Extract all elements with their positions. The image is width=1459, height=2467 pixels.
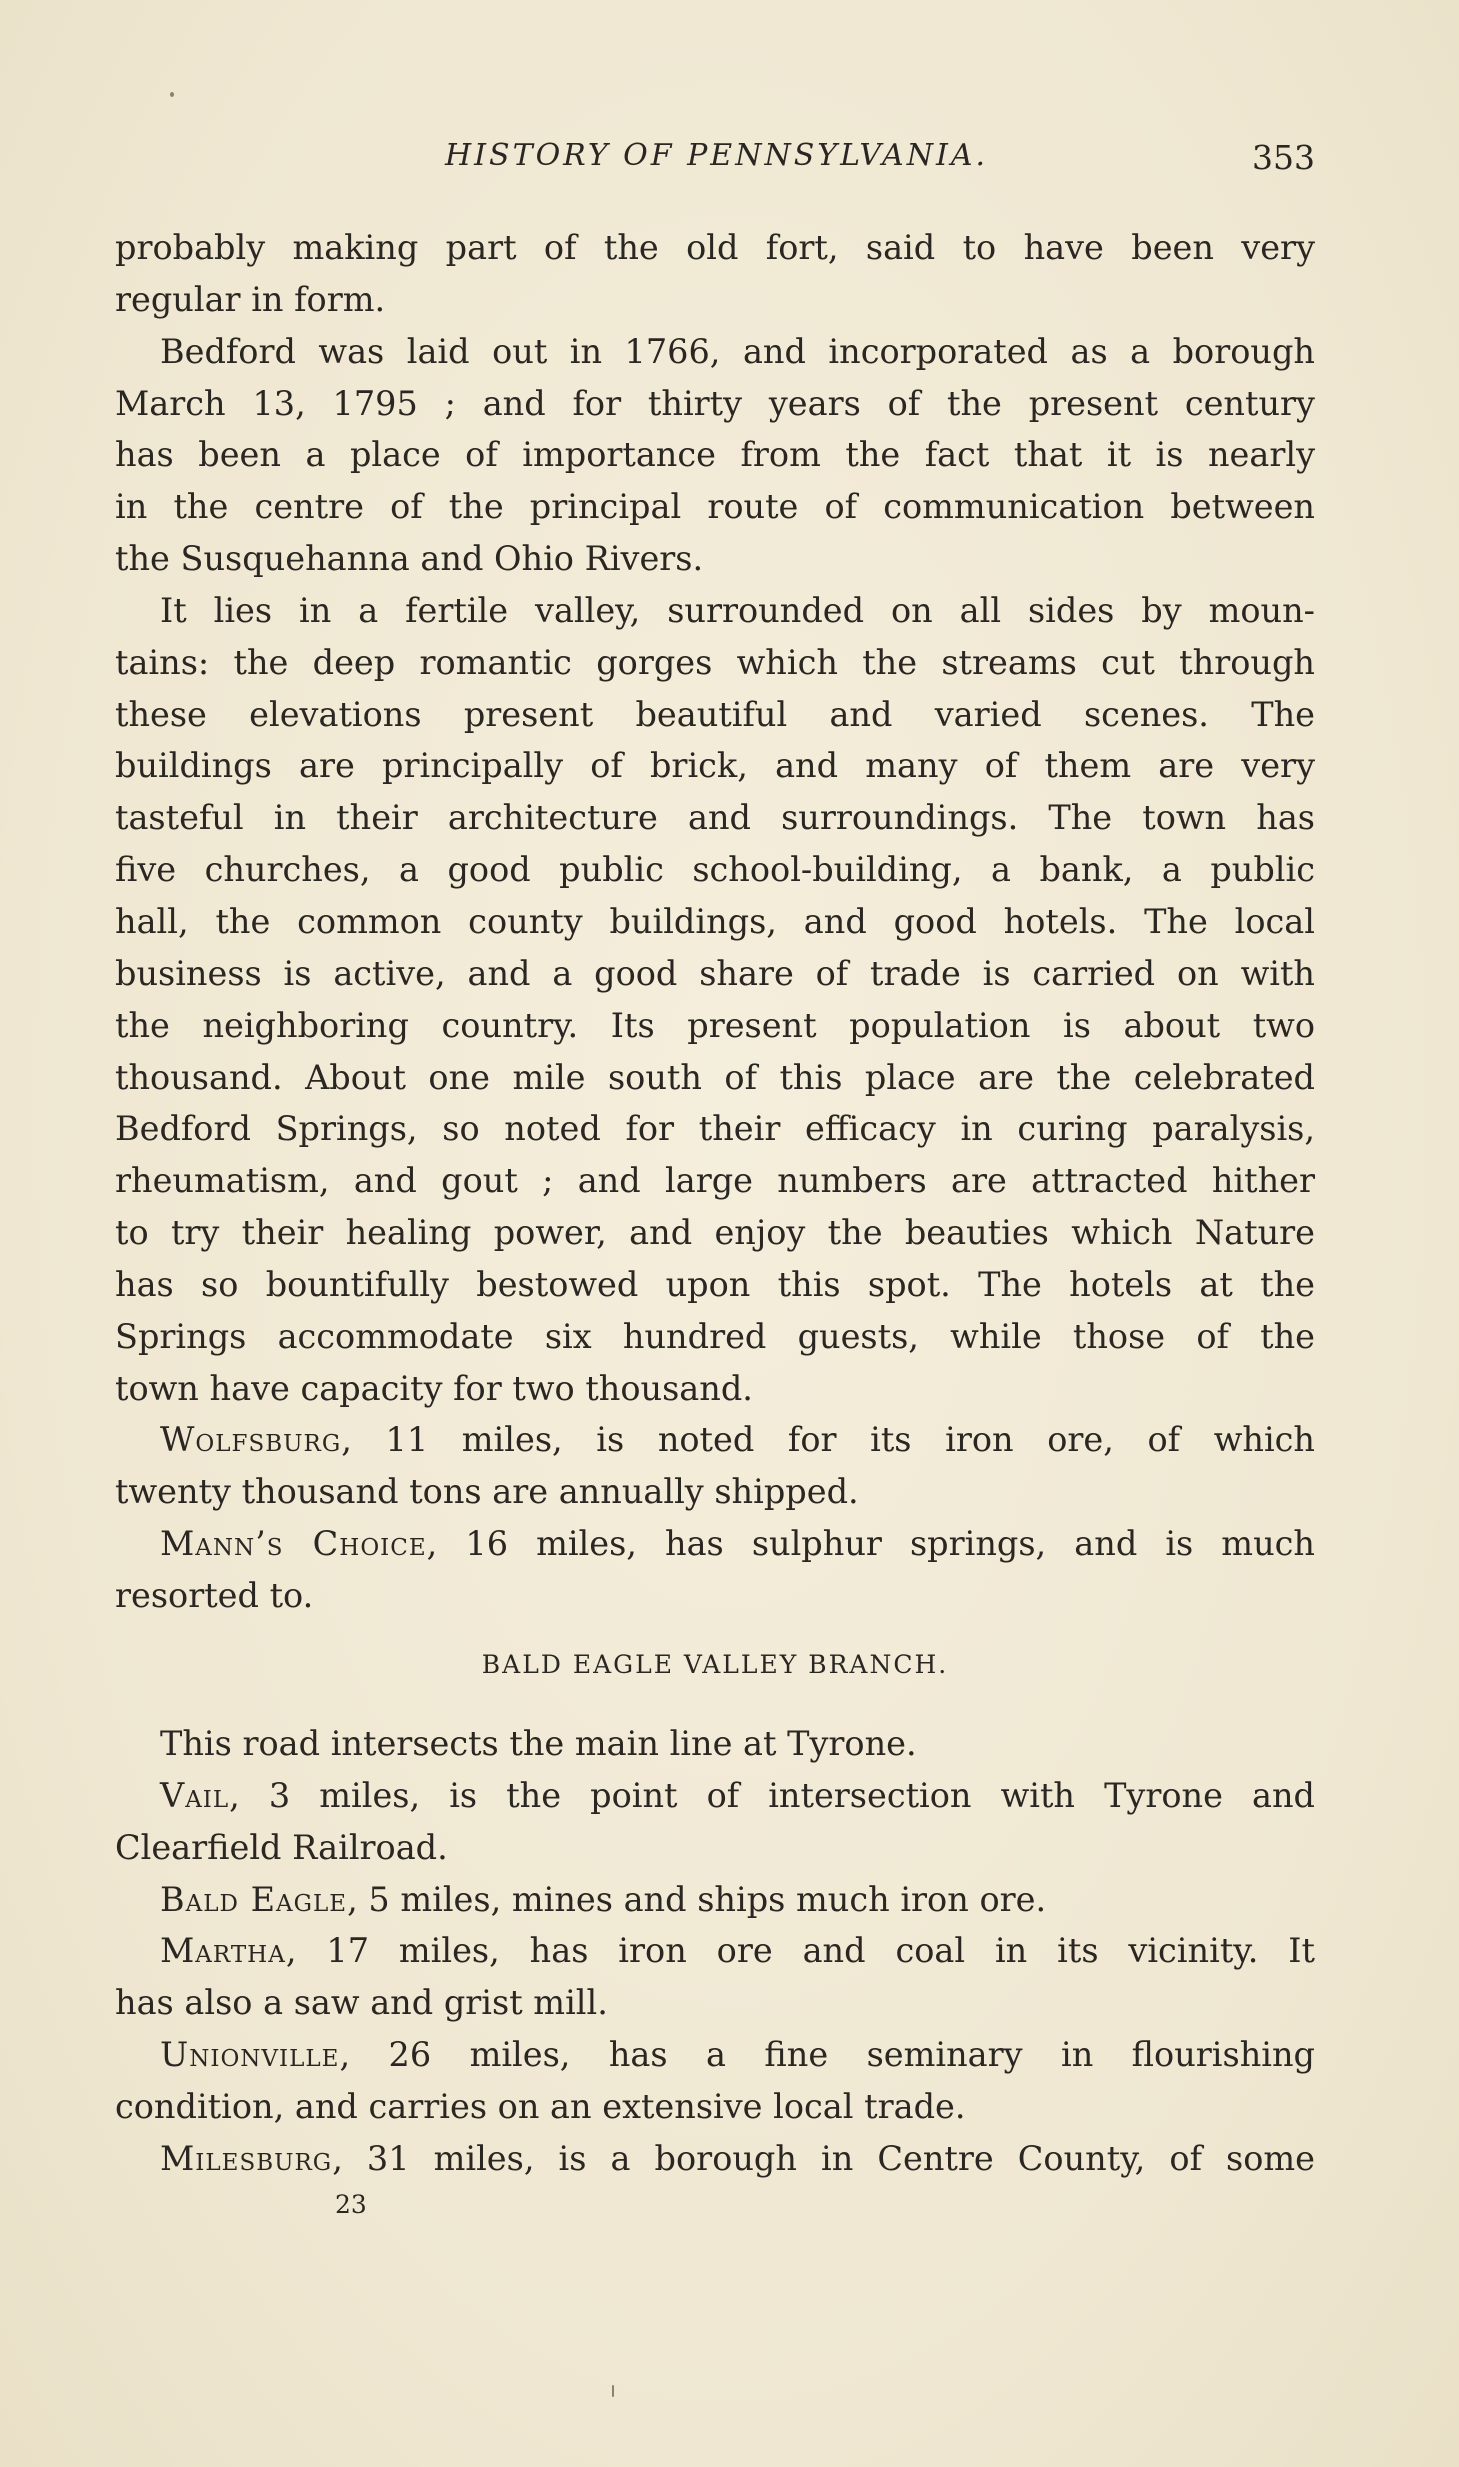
page-number: 353 [1252,138,1315,177]
text-line [115,1718,1315,1770]
line-text: buildings are principally of brick, and many of them are very [115,746,1315,786]
place-name: Milesburg [160,2138,333,2178]
line-text: resorted to. [115,1575,314,1615]
text-line [115,740,1315,792]
text-line [115,326,1315,378]
text-line [115,1414,1315,1466]
text-line [115,948,1315,1000]
text-line [115,1518,1315,1570]
body-text [115,222,1315,2178]
text-line [115,689,1315,741]
line-text: probably making part of the old fort, said to have been very [115,228,1315,267]
text-line [115,2081,1315,2133]
line-text: , 17 miles, has iron ore and coal in its vicinity. It [285,1931,1315,1971]
text-line [115,1925,1315,1977]
line-text: five churches, a good public school-building, a bank, a public [115,850,1315,890]
text-line [115,585,1315,637]
line-text: has been a place of importance from the fact that it is nearly [115,435,1315,475]
line-text: twenty thousand tons are annually shipped. [115,1472,859,1512]
line-text: to try their healing power, and enjoy the beauties which Nature [115,1213,1315,1253]
text-line [115,378,1315,430]
text-line [115,1052,1315,1104]
place-name: Mann’s Choice [160,1524,427,1564]
text-line [115,792,1315,844]
text-line [115,1207,1315,1259]
paper-speck [612,2385,614,2397]
text-line [115,2029,1315,2081]
line-text: , 16 miles, has sulphur springs, and is much [426,1524,1315,1564]
line-text: This road intersects the main line at Tyrone. [160,1724,917,1763]
line-text: , 3 miles, is the point of intersection with Tyrone and [229,1775,1315,1815]
line-text: in the centre of the principal route of communication between [115,487,1315,527]
line-text: , 5 miles, mines and ships much iron ore. [347,1879,1047,1919]
text-line [115,637,1315,689]
paper-speck [170,92,174,97]
text-line [115,1363,1315,1415]
line-text: business is active, and a good share of trade is carried on with [115,953,1315,993]
text-line [115,274,1315,326]
text-line [115,1103,1315,1155]
text-line [115,1874,1315,1926]
line-text: Bedford Springs, so noted for their efficacy in curing paralysis, [115,1109,1315,1149]
place-name: Wolfsburg [160,1420,342,1460]
line-text: Springs accommodate six hundred guests, while those of the [115,1316,1315,1356]
running-head: HISTORY OF PENNSYLVANIA. [445,138,989,173]
line-text: March 13, 1795 ; and for thirty years of the present century [115,383,1315,423]
line-text: , 26 miles, has a fine seminary in flourishing [339,2035,1315,2075]
text-line [115,429,1315,481]
paragraph-block-branch [115,1718,1315,2185]
line-text: regular in form. [115,279,386,319]
text-line [115,896,1315,948]
text-line [115,1155,1315,1207]
text-line [115,844,1315,896]
line-text: the neighboring country. Its present population is about two [115,1005,1315,1045]
place-name: Martha [160,1931,286,1971]
line-text: has also a saw and grist mill. [115,1983,608,2023]
text-line [115,1570,1315,1622]
text-line [115,533,1315,585]
line-text: It lies in a fertile valley, surrounded on all sides by moun- [160,590,1315,630]
line-text: Bedford was laid out in 1766, and incorporated as a borough [160,331,1315,371]
text-line [115,1311,1315,1363]
line-text: these elevations present beautiful and varied scenes. The [115,694,1315,734]
line-text: has so bountifully bestowed upon this spot. The hotels at the [115,1264,1315,1304]
place-name: Vail [160,1775,230,1815]
page-header [115,138,1315,188]
line-text: hall, the common county buildings, and good hotels. The local [115,901,1315,941]
text-line [115,1466,1315,1518]
text-line [115,1259,1315,1311]
line-text: tasteful in their architecture and surroundings. The town has [115,798,1315,838]
line-text: , 31 miles, is a borough in Centre County, of some [332,2138,1315,2178]
text-line [115,1977,1315,2029]
line-text: Clearfield Railroad. [115,1827,448,1867]
text-line [115,2133,1315,2185]
paragraph-block-main [115,222,1315,1622]
line-text: town have capacity for two thousand. [115,1368,753,1408]
text-line [115,222,1315,274]
text-line [115,481,1315,533]
line-text: condition, and carries on an extensive local trade. [115,2086,966,2126]
line-text: thousand. About one mile south of this place are the celebrated [115,1057,1315,1097]
place-name: Unionville [160,2035,340,2075]
signature-mark: 23 [335,2190,367,2219]
section-heading: BALD EAGLE VALLEY BRANCH. [481,1650,949,1679]
line-text: , 11 miles, is noted for its iron ore, of which [341,1420,1315,1460]
line-text: rheumatism, and gout ; and large numbers are attracted hither [115,1161,1315,1201]
place-name: Bald Eagle [160,1879,348,1919]
text-line [115,1822,1315,1874]
line-text: the Susquehanna and Ohio Rivers. [115,539,704,579]
text-line [115,1000,1315,1052]
line-text: tains: the deep romantic gorges which the streams cut through [115,642,1315,682]
text-line [115,1770,1315,1822]
